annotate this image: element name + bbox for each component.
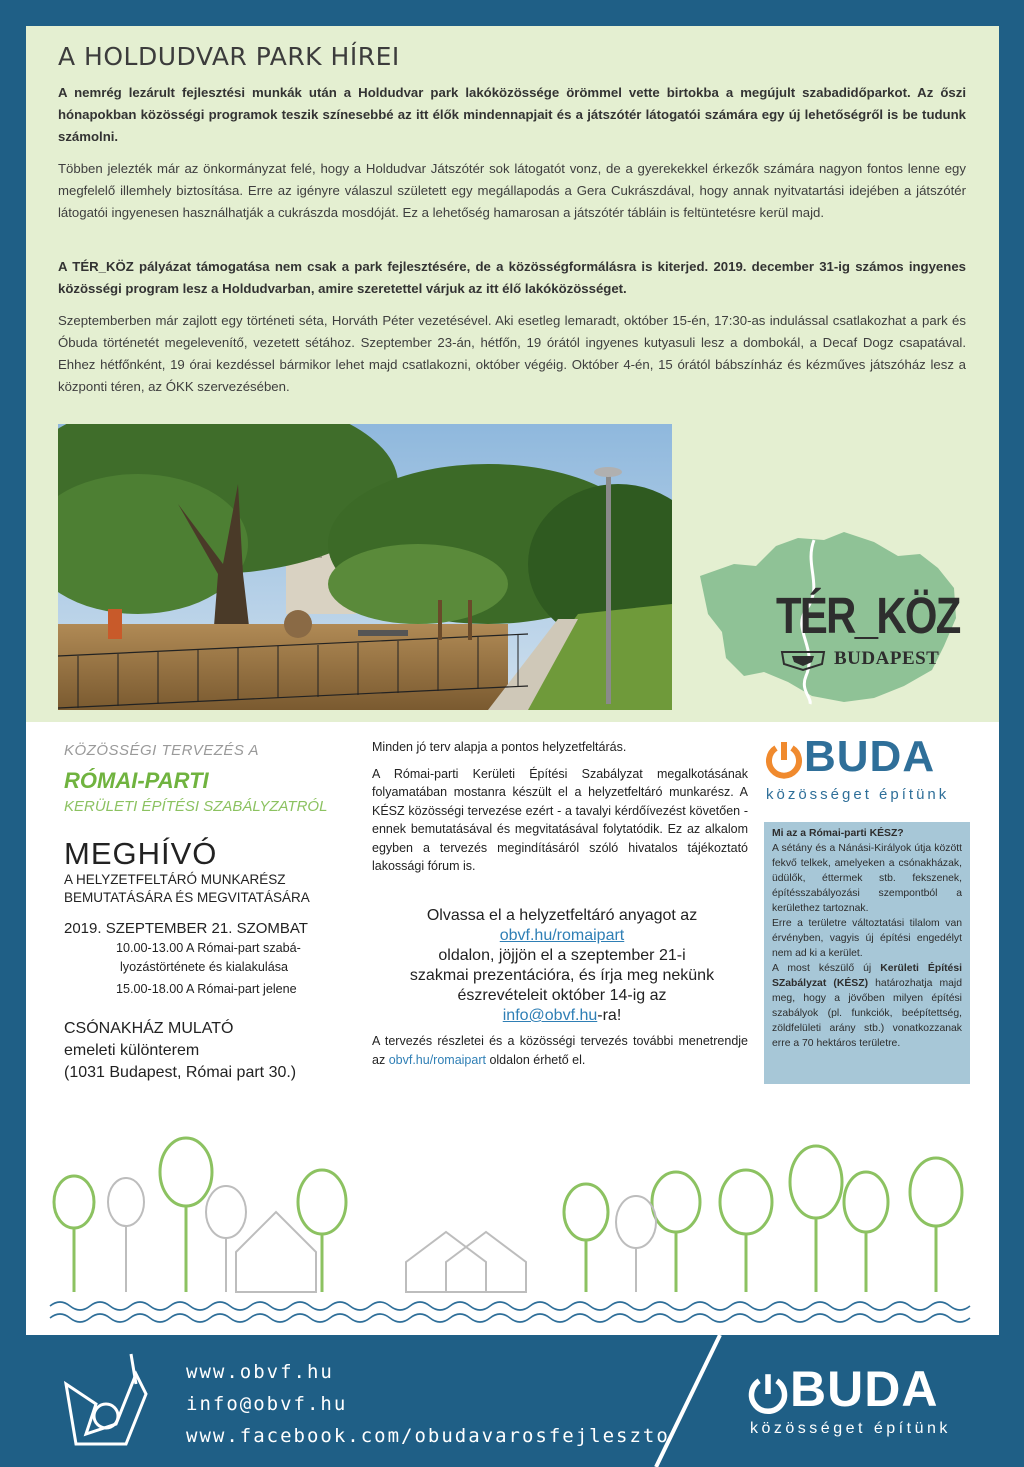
news-section	[26, 26, 999, 722]
kesz-info-3c: határozhatja majd meg, hogy a jövőben milyen építési szabályok (pl. funkciók, beépítettség, zöldfelületi arány stb.) vonatkozzanak erre a 70 hektáros területre.	[772, 978, 962, 1049]
cta-line-1: Olvassa el a helyzetfeltáró anyagot az	[426, 907, 698, 924]
venue-address: (1031 Budapest, Római part 30.)	[64, 1064, 297, 1081]
invite-heading: MEGHÍVÓ	[64, 836, 218, 871]
cta-email-link[interactable]: info@obvf.hu	[502, 1007, 598, 1024]
coat-of-arms-icon	[778, 648, 828, 672]
kesz-info-3b: Kerületi Építési SZabályzat (KÉSZ)	[772, 963, 962, 989]
invite-date: 2019. SZEPTEMBER 21. SZOMBAT	[64, 920, 308, 937]
news-paragraph-terkoz: A TÉR_KÖZ pályázat támogatása nem csak a park fejlesztésére, de a közösségformálásra is kiterjed. 2019. december 31-ig számos ingyenes közösségi program lesz a Holdudvarban, amire szeretettel várjuk az itt élő lakóközösséget.	[58, 259, 966, 296]
footer-web-link[interactable]: www.obvf.hu	[186, 1361, 334, 1383]
footer-facebook-link[interactable]: www.facebook.com/obudavarosfejleszto	[186, 1425, 670, 1447]
obuda-brand-footer: BUDA	[790, 1361, 939, 1417]
call-to-action	[372, 906, 752, 1026]
footer-email-link[interactable]: info@obvf.hu	[186, 1393, 348, 1415]
terkoz-logo: TÉR_KÖZ	[776, 587, 960, 644]
power-icon-footer	[746, 1372, 790, 1416]
news-title: A HOLDUDVAR PARK HÍREI	[58, 42, 400, 71]
closing-link[interactable]: obvf.hu/romaipart	[388, 1052, 486, 1067]
venue-name: CSÓNAKHÁZ MULATÓ	[64, 1020, 234, 1037]
schedule-item-1b: lyozástörténete és kialakulása	[120, 960, 289, 974]
invite-subtitle: KERÜLETI ÉPÍTÉSI SZABÁLYZATRÓL	[64, 798, 328, 815]
kesz-info-2: Erre a területre változtatási tilalom van érvényben, vagyis új építési engedélyt nem ad ki a kerület.	[772, 918, 962, 959]
cta-link[interactable]: obvf.hu/romaipart	[499, 927, 625, 944]
schedule-item-1a: 10.00-13.00 A Római-part szabá-	[116, 941, 301, 955]
park-illustration	[26, 1092, 999, 1335]
kesz-question: Mi az a Római-parti KÉSZ?	[772, 828, 904, 839]
cta-email-suffix: -ra!	[597, 1007, 622, 1024]
news-intro: A nemrég lezárult fejlesztési munkák után a Holdudvar park lakóközössége örömmel vette birtokba a megújult szabadidőparkot. Az őszi hónapokban közösségi programok teszik színesebbé az itt élők mindennapjait és a játszótér látogatói számára egy új lehetőségről is be tudunk számolni.	[58, 85, 966, 144]
kesz-info-3a: A most készülő új	[772, 963, 872, 974]
poster-page	[26, 26, 999, 1335]
obuda-logo-footer	[746, 1361, 986, 1446]
power-icon	[764, 740, 804, 780]
terkoz-city: BUDAPEST	[834, 648, 940, 669]
middle-column	[372, 738, 748, 876]
obvf-emblem-icon	[36, 1344, 166, 1454]
invite-title: RÓMAI-PARTI	[64, 768, 209, 793]
middle-paragraph: A Római-parti Kerületi Építési Szabályzat megalkotásának folyamatában mostanra készült el a helyzetfeltáró munkarész. A KÉSZ közösségi tervezése ezért - a tavalyi kérdőívezést követően - ennek bemutatásával és megvitatásával folytatódik. Ez az alkalom egyben a tervezés megindításáról szóló hivatalos tájékoztató lakossági fórum is.	[372, 766, 748, 873]
park-photo	[58, 424, 672, 710]
kesz-info-box	[764, 822, 970, 1084]
kesz-info-1: A sétány és a Nánási-Királyok útja között fekvő telkek, amelyeken a csónakházak, üdülők, éttermek stb. fekszenek, építésszabályozási szempontból a kerülethez tartoznak.	[772, 843, 962, 914]
middle-lead: Minden jó terv alapja a pontos helyzetfeltárás.	[372, 740, 627, 754]
middle-closing	[372, 1032, 748, 1069]
cta-line-3: szakmai prezentációra, és írja meg nekünk	[409, 967, 715, 984]
venue-room: emeleti különterem	[64, 1042, 200, 1059]
news-paragraph-toilet: Többen jelezték már az önkormányzat felé, hogy a Holdudvar Játszótér sok látogatót vonz, de a gyerekekkel érkezők számára nagyon fontos lenne egy megfelelő illemhely biztosítása. Erre az igényre válaszul született egy megállapodás a Gera Cukrászdával, hogy annak nyitvatartási idejében a játszótér látogatói ingyenesen használhatják a cukrászda mosdóját. Ez a lehetőség hamarosan a játszótér tábláin is feltüntetésre kerül majd.	[58, 161, 966, 220]
news-paragraph-programs: Szeptemberben már zajlott egy történeti séta, Horváth Péter vezetésével. Aki esetleg lemaradt, október 15-én, 17:30-as indulással csatlakozhat a park és Óbuda történetét megelevenítő, vezetett sétához. Szeptember 23-án, hétfőn, 19 órától ingyenes kutyasuli lesz a dombokál, a Decaf Dogz csapatával. Ehhez hétfőnként, 19 órai kezdéssel bármikor lehet majd csatlakozni, október végéig. Október 4-én, 15 órától bábszínház és kézműves játszóház lesz a központi téren, az ÓKK szervezésében.	[58, 313, 966, 394]
invite-heading-sub2: BEMUTATÁSÁRA ÉS MEGVITATÁSÁRA	[64, 890, 310, 905]
schedule-item-2: 15.00-18.00 A Római-part jelene	[116, 982, 297, 996]
cta-line-2: oldalon, jöjjön el a szeptember 21-i	[438, 947, 686, 964]
footer-links	[186, 1356, 670, 1452]
obuda-tagline-top: közösséget építünk	[766, 786, 950, 803]
closing-text-1: A tervezés részletei és a közösségi tervezés további menetrendje az	[372, 1034, 748, 1067]
obuda-logo-top	[764, 732, 970, 808]
cta-line-4: észrevételeit október 14-ig az	[457, 987, 667, 1004]
obuda-tagline-footer: közösséget építünk	[750, 1420, 951, 1437]
invite-heading-sub1: A HELYZETFELTÁRÓ MUNKARÉSZ	[64, 872, 286, 887]
invite-kicker: KÖZÖSSÉGI TERVEZÉS A	[64, 742, 260, 759]
obuda-brand-top: BUDA	[804, 732, 936, 781]
closing-text-2: oldalon érhető el.	[489, 1052, 586, 1067]
